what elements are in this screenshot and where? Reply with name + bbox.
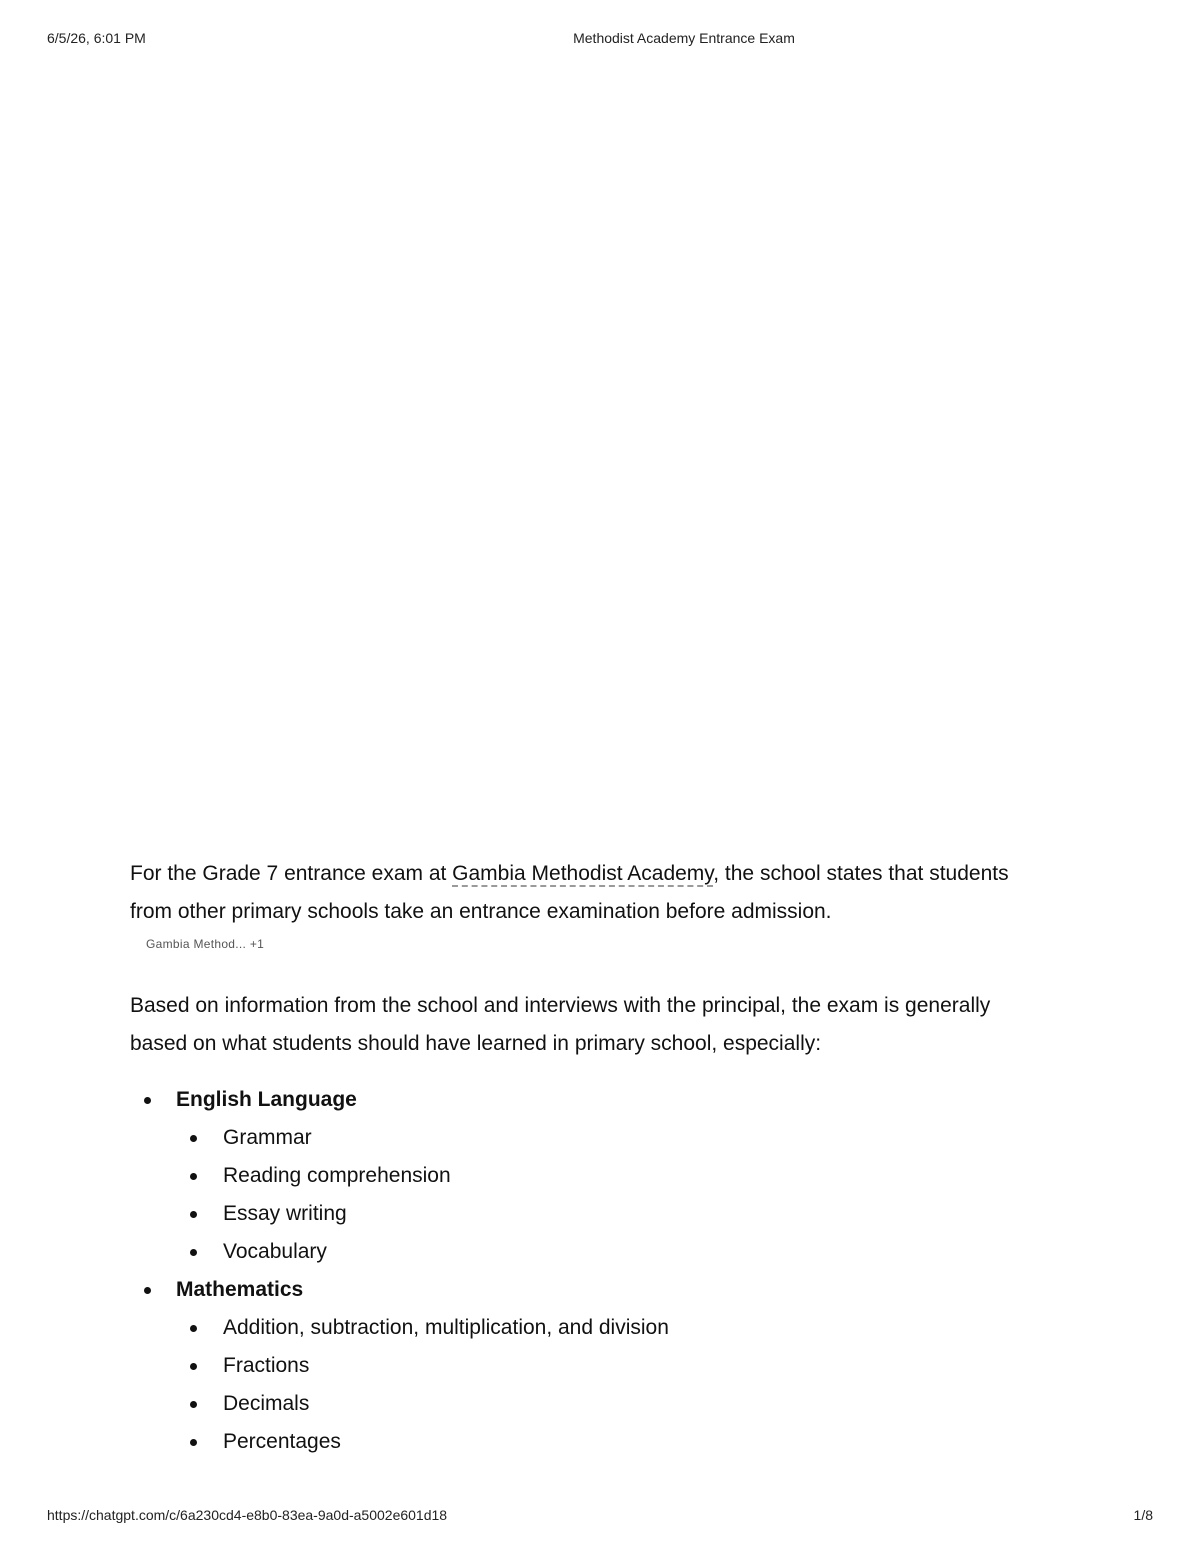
list-item <box>176 1347 1030 1385</box>
bullet-icon <box>144 1287 151 1294</box>
topic-label: Percentages <box>223 1430 341 1453</box>
bullet-icon <box>190 1173 197 1180</box>
topic-label: Fractions <box>223 1354 310 1377</box>
topic-label: Grammar <box>223 1126 312 1149</box>
print-datetime: 6/5/26, 6:01 PM <box>47 30 146 46</box>
exam-basis-paragraph: Based on information from the school and interviews with the principal, the exam is generally based on what students should have learned in primary school, especially: <box>130 994 991 1055</box>
subject-label: Mathematics <box>176 1278 304 1301</box>
print-footer-url: https://chatgpt.com/c/6a230cd4-e8b0-83ea-9a0d-a5002e601d18 <box>47 1507 448 1523</box>
list-item <box>176 1385 1030 1423</box>
list-item <box>176 1195 1030 1233</box>
bullet-icon <box>190 1363 197 1370</box>
bullet-icon <box>190 1249 197 1256</box>
list-item <box>176 1309 1030 1347</box>
subject-label: English Language <box>176 1088 357 1111</box>
topic-list <box>176 1309 1030 1461</box>
bullet-icon <box>190 1439 197 1446</box>
bullet-icon <box>190 1211 197 1218</box>
intro-paragraph <box>130 855 1030 931</box>
list-item <box>176 1157 1030 1195</box>
topic-label: Addition, subtraction, multiplication, and division <box>223 1316 669 1339</box>
entity-link-gambia-methodist-academy[interactable]: Gambia Methodist Academy <box>452 862 714 885</box>
bullet-icon <box>190 1135 197 1142</box>
subject-item-mathematics <box>130 1271 1030 1461</box>
bullet-icon <box>190 1325 197 1332</box>
list-item <box>176 1423 1030 1461</box>
topic-label: Essay writing <box>223 1202 347 1225</box>
citation-pill[interactable]: Gambia Method... +1 <box>146 937 265 951</box>
print-page-title: Methodist Academy Entrance Exam <box>573 30 795 46</box>
intro-text-before: For the Grade 7 entrance exam at <box>130 862 453 885</box>
topic-label: Reading comprehension <box>223 1164 451 1187</box>
topic-label: Decimals <box>223 1392 310 1415</box>
list-item <box>176 1119 1030 1157</box>
intro-text-after: , the school states that students from other primary schools take an entrance examination before admission. <box>130 862 1009 923</box>
print-page-number: 1/8 <box>1133 1507 1153 1523</box>
bullet-icon <box>144 1097 151 1104</box>
topic-label: Vocabulary <box>223 1240 327 1263</box>
list-item <box>176 1233 1030 1271</box>
subject-list <box>130 1081 1030 1461</box>
bullet-icon <box>190 1401 197 1408</box>
assistant-message <box>130 855 1030 1461</box>
subject-item-english <box>130 1081 1030 1271</box>
topic-list <box>176 1119 1030 1271</box>
